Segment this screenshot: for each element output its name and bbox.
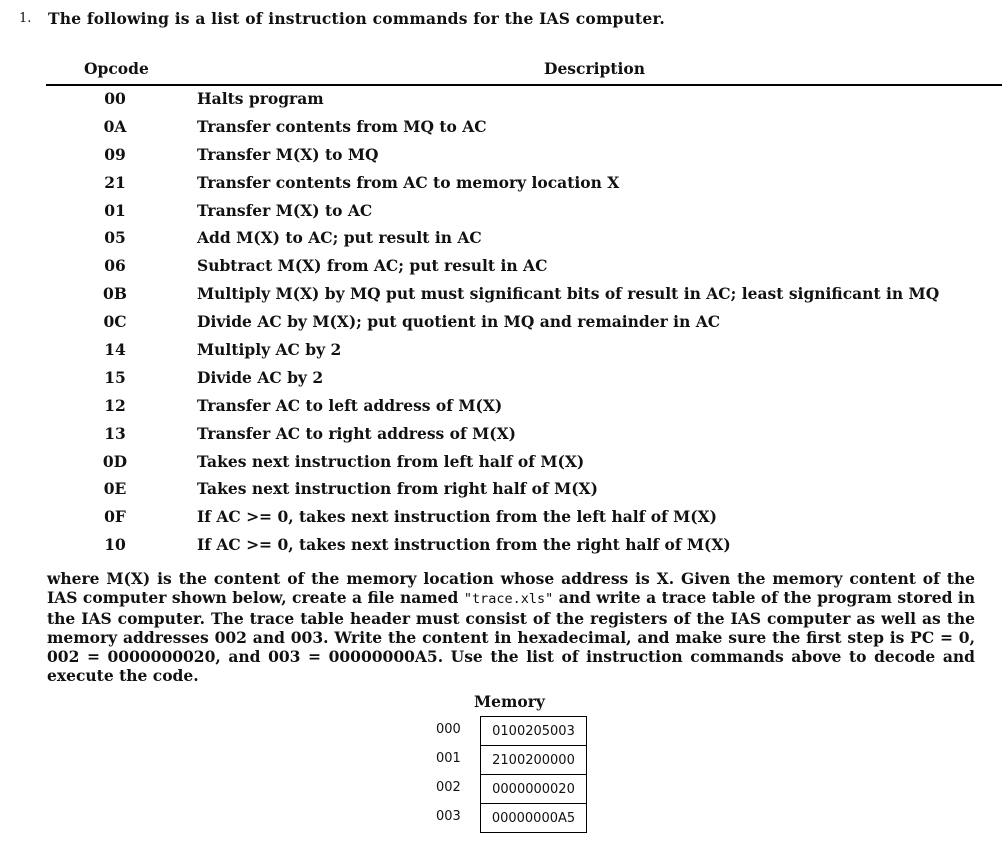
table-row [0, 531, 1002, 559]
description-cell: Divide AC by M(X); put quotient in MQ and remainder in AC [197, 312, 721, 332]
opcode-cell: 05 [104, 228, 126, 248]
table-row [0, 420, 1002, 448]
table-row [0, 252, 1002, 280]
memory-address: 003 [436, 809, 461, 824]
opcode-cell: 21 [104, 172, 126, 192]
table-row [0, 280, 1002, 308]
opcode-cell: 0F [104, 507, 126, 527]
table-row [0, 224, 1002, 252]
instruction-table [0, 85, 1002, 559]
description-cell: Transfer AC to right address of M(X) [197, 423, 516, 443]
instructions-paragraph [47, 569, 975, 685]
memory-value: 0000000020 [480, 774, 587, 803]
memory-address: 001 [436, 751, 461, 766]
table-row [0, 475, 1002, 503]
opcode-cell: 09 [104, 144, 126, 164]
opcode-cell: 12 [104, 395, 126, 415]
description-cell: Takes next instruction from left half of M(X) [197, 451, 585, 471]
question-intro: The following is a list of instruction commands for the IAS computer. [48, 9, 666, 28]
filename-text: "trace.xls" [463, 591, 554, 607]
description-cell: Transfer M(X) to MQ [197, 144, 379, 164]
paragraph-text-1: where M(X) is the content of the memory location whose address is X. Given the memory content of the IAS computer shown below, create a file named [47, 569, 975, 607]
opcode-cell: 01 [104, 200, 126, 220]
table-row [0, 308, 1002, 336]
description-cell: If AC >= 0, takes next instruction from the right half of M(X) [197, 535, 731, 555]
table-row [0, 197, 1002, 225]
description-cell: Takes next instruction from right half of M(X) [197, 479, 598, 499]
opcode-cell: 15 [104, 367, 126, 387]
memory-value: 00000000A5 [480, 803, 587, 833]
memory-address: 002 [436, 780, 461, 795]
description-cell: Divide AC by 2 [197, 367, 324, 387]
description-cell: If AC >= 0, takes next instruction from the left half of M(X) [197, 507, 717, 527]
description-cell: Transfer contents from MQ to AC [197, 116, 487, 136]
table-row [0, 85, 1002, 113]
description-cell: Add M(X) to AC; put result in AC [197, 228, 482, 248]
table-row [0, 503, 1002, 531]
table-row [0, 364, 1002, 392]
table-row [0, 169, 1002, 197]
table-row [0, 392, 1002, 420]
description-cell: Transfer M(X) to AC [197, 200, 373, 220]
description-column-header: Description [544, 59, 646, 78]
memory-title: Memory [474, 692, 545, 711]
opcode-cell: 13 [104, 423, 126, 443]
opcode-cell: 0E [103, 479, 127, 499]
table-row [0, 141, 1002, 169]
table-row [0, 336, 1002, 364]
paragraph-text-2: and write a trace table of the program stored in the IAS computer. The trace table header must consist of the registers of the IAS computer as well as the memory addresses 002 and 003. Write the content in hexadecimal, and make sure the first step is PC = 0, 002 = 0000000020, and 003 = 00000000A5. Use the list of instruction commands above to decode and execute the code. [47, 588, 976, 685]
memory-address: 000 [436, 722, 461, 737]
memory-value: 2100200000 [480, 745, 587, 774]
description-cell: Transfer contents from AC to memory location X [197, 172, 620, 192]
opcode-cell: 00 [104, 89, 126, 108]
opcode-cell: 0C [103, 312, 127, 332]
table-row [0, 113, 1002, 141]
table-header [46, 59, 1002, 86]
opcode-cell: 10 [104, 535, 126, 555]
table-row [0, 448, 1002, 476]
opcode-cell: 0D [102, 451, 128, 471]
question-number: 1. [19, 11, 32, 26]
opcode-cell: 0A [103, 116, 127, 136]
description-cell: Multiply M(X) by MQ put must significant bits of result in AC; least significant in MQ [197, 284, 940, 304]
opcode-cell: 0B [103, 284, 127, 304]
memory-value: 0100205003 [480, 716, 587, 745]
opcode-column-header: Opcode [84, 59, 149, 78]
description-cell: Multiply AC by 2 [197, 340, 342, 360]
description-cell: Transfer AC to left address of M(X) [197, 395, 503, 415]
description-cell: Subtract M(X) from AC; put result in AC [197, 256, 548, 276]
description-cell: Halts program [197, 89, 324, 108]
opcode-cell: 14 [104, 340, 126, 360]
opcode-cell: 06 [104, 256, 126, 276]
